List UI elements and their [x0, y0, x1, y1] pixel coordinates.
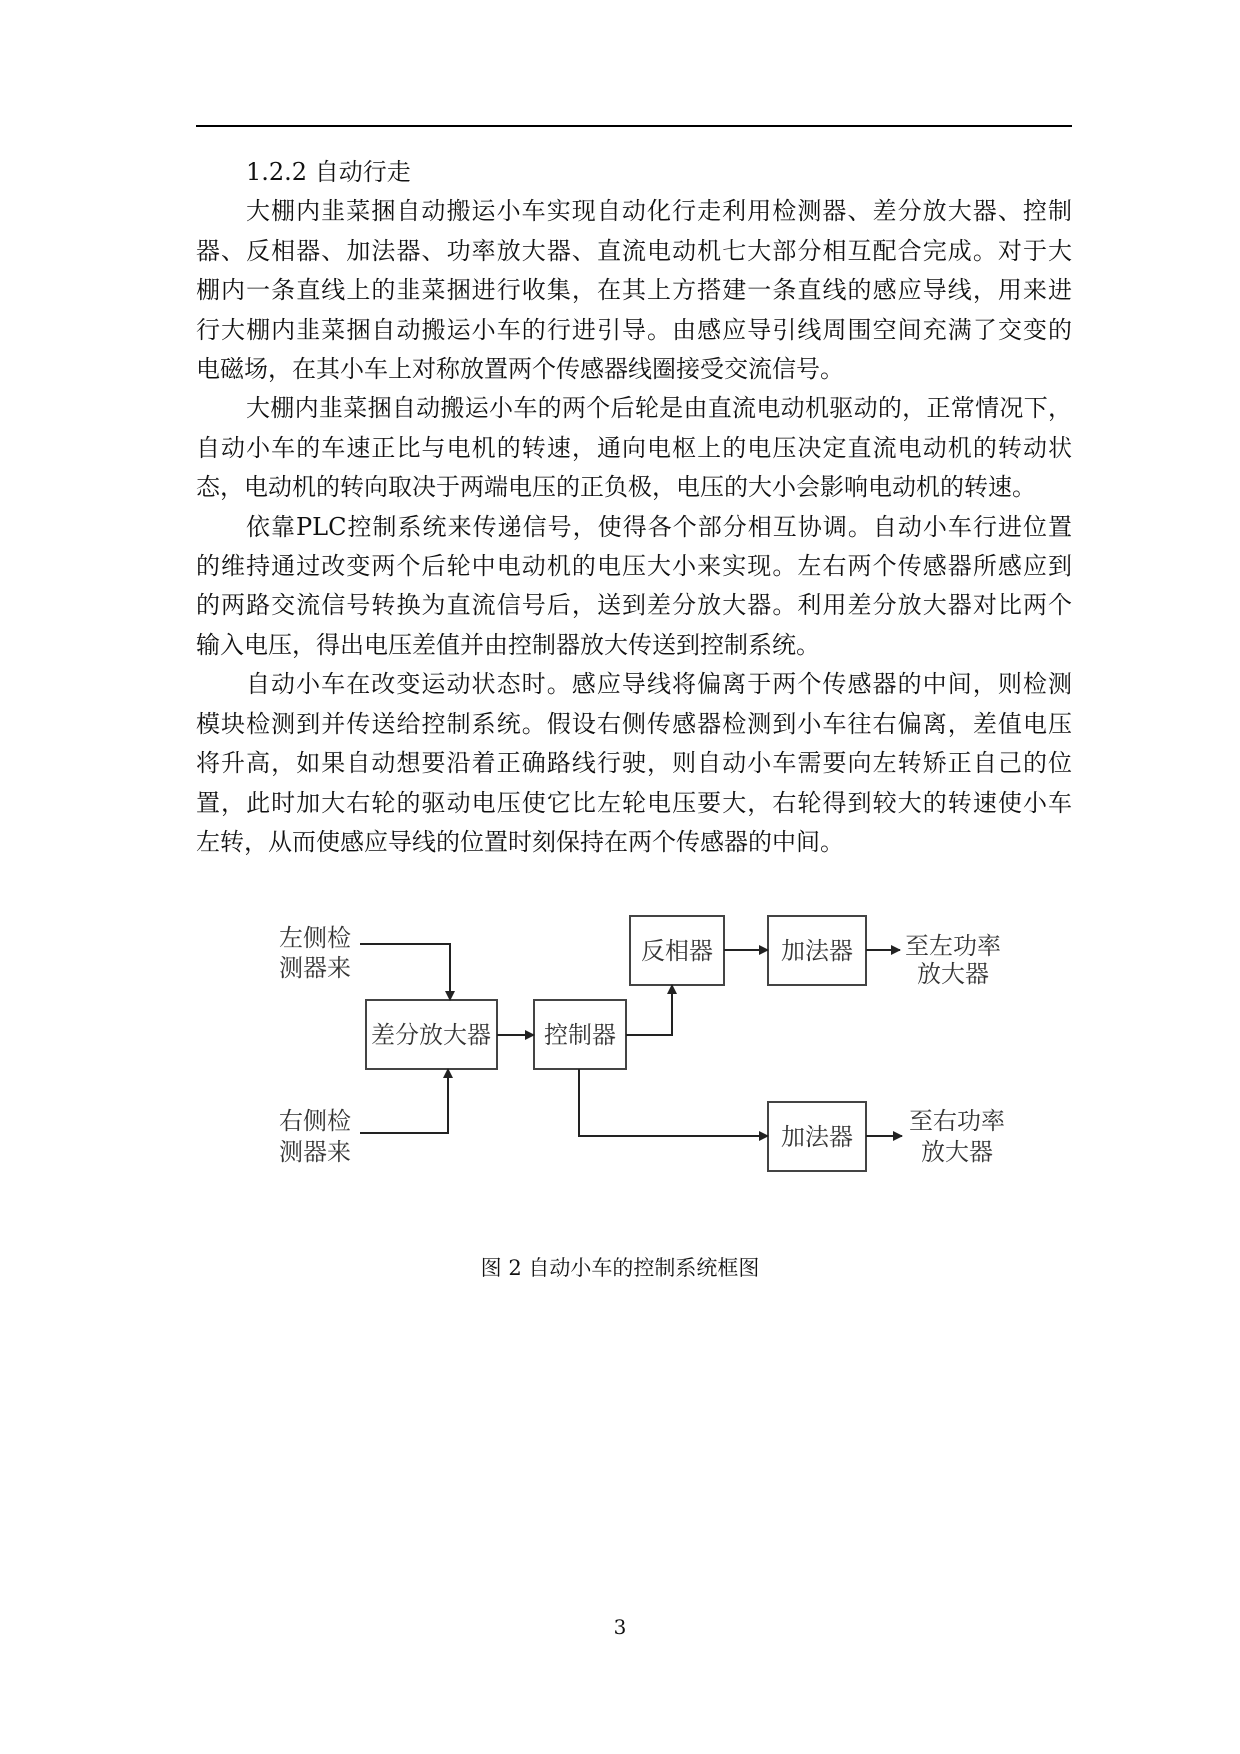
paragraph-line: 左转，从而使感应导线的位置时刻保持在两个传感器的中间。	[196, 827, 844, 856]
paragraph-line: 依靠PLC控制系统来传递信号，使得各个部分相互协调。自动小车行进位置	[246, 512, 1072, 541]
paragraph-line: 大棚内韭菜捆自动搬运小车的两个后轮是由直流电动机驱动的，正常情况下，	[246, 394, 1072, 423]
out-left-label-2: 放大器	[917, 960, 989, 988]
arrow-controller-to-inverter	[626, 985, 672, 1035]
paragraph-line: 器、反相器、加法器、功率放大器、直流电动机七大部分相互配合完成。对于大	[196, 236, 1072, 265]
arrow-controller-to-adder-bottom	[579, 1069, 768, 1136]
paragraph-line: 态，电动机的转向取决于两端电压的正负极，电压的大小会影响电动机的转速。	[196, 473, 1036, 502]
paragraph-line: 大棚内韭菜捆自动搬运小车实现自动化行走利用检测器、差分放大器、控制	[246, 197, 1072, 226]
paragraph-line: 自动小车在改变运动状态时。感应导线将偏离于两个传感器的中间，则检测	[246, 670, 1072, 699]
out-left-label-1: 至左功率	[905, 932, 1001, 960]
adder-top-label: 加法器	[781, 937, 853, 965]
right-input-label-2: 测器来	[279, 1138, 351, 1166]
adder-bottom-label: 加法器	[781, 1123, 853, 1151]
paragraph-line: 将升高，如果自动想要沿着正确路线行驶，则自动小车需要向左转矫正自己的位	[196, 749, 1072, 778]
paragraph-line: 行大棚内韭菜捆自动搬运小车的行进引导。由感应导引线周围空间充满了交变的	[196, 315, 1072, 344]
page-number: 3	[613, 1615, 627, 1639]
paragraph-line: 电磁场，在其小车上对称放置两个传感器线圈接受交流信号。	[196, 355, 844, 384]
left-input-label-1: 左侧检	[279, 924, 351, 952]
paragraph-line: 棚内一条直线上的韭菜捆进行收集，在其上方搭建一条直线的感应导线，用来进	[196, 276, 1072, 305]
paragraph-line: 置，此时加大右轮的驱动电压使它比左轮电压要大，右轮得到较大的转速使小车	[196, 788, 1072, 817]
paragraph-line: 自动小车的车速正比与电机的转速，通向电枢上的电压决定直流电动机的转动状	[196, 433, 1072, 462]
section-heading: 1.2.2 自动行走	[246, 158, 411, 186]
diff-amp-label: 差分放大器	[371, 1021, 491, 1049]
paragraph-line: 的两路交流信号转换为直流信号后，送到差分放大器。利用差分放大器对比两个	[196, 591, 1072, 620]
arrow-right-input	[360, 1069, 448, 1133]
arrow-left-input	[360, 944, 450, 1000]
paragraph-line: 的维持通过改变两个后轮中电动机的电压大小来实现。左右两个传感器所感应到	[196, 552, 1072, 581]
inverter-label: 反相器	[641, 937, 713, 965]
out-right-label-2: 放大器	[921, 1138, 993, 1166]
left-input-label-2: 测器来	[279, 954, 351, 982]
out-right-label-1: 至右功率	[909, 1107, 1005, 1135]
right-input-label-1: 右侧检	[279, 1107, 351, 1135]
figure-caption: 图 2 自动小车的控制系统框图	[480, 1256, 760, 1280]
controller-label: 控制器	[544, 1021, 616, 1049]
paragraph-line: 输入电压，得出电压差值并由控制器放大传送到控制系统。	[196, 630, 820, 659]
paragraph-line: 模块检测到并传送给控制系统。假设右侧传感器检测到小车往右偏离，差值电压	[196, 709, 1072, 738]
